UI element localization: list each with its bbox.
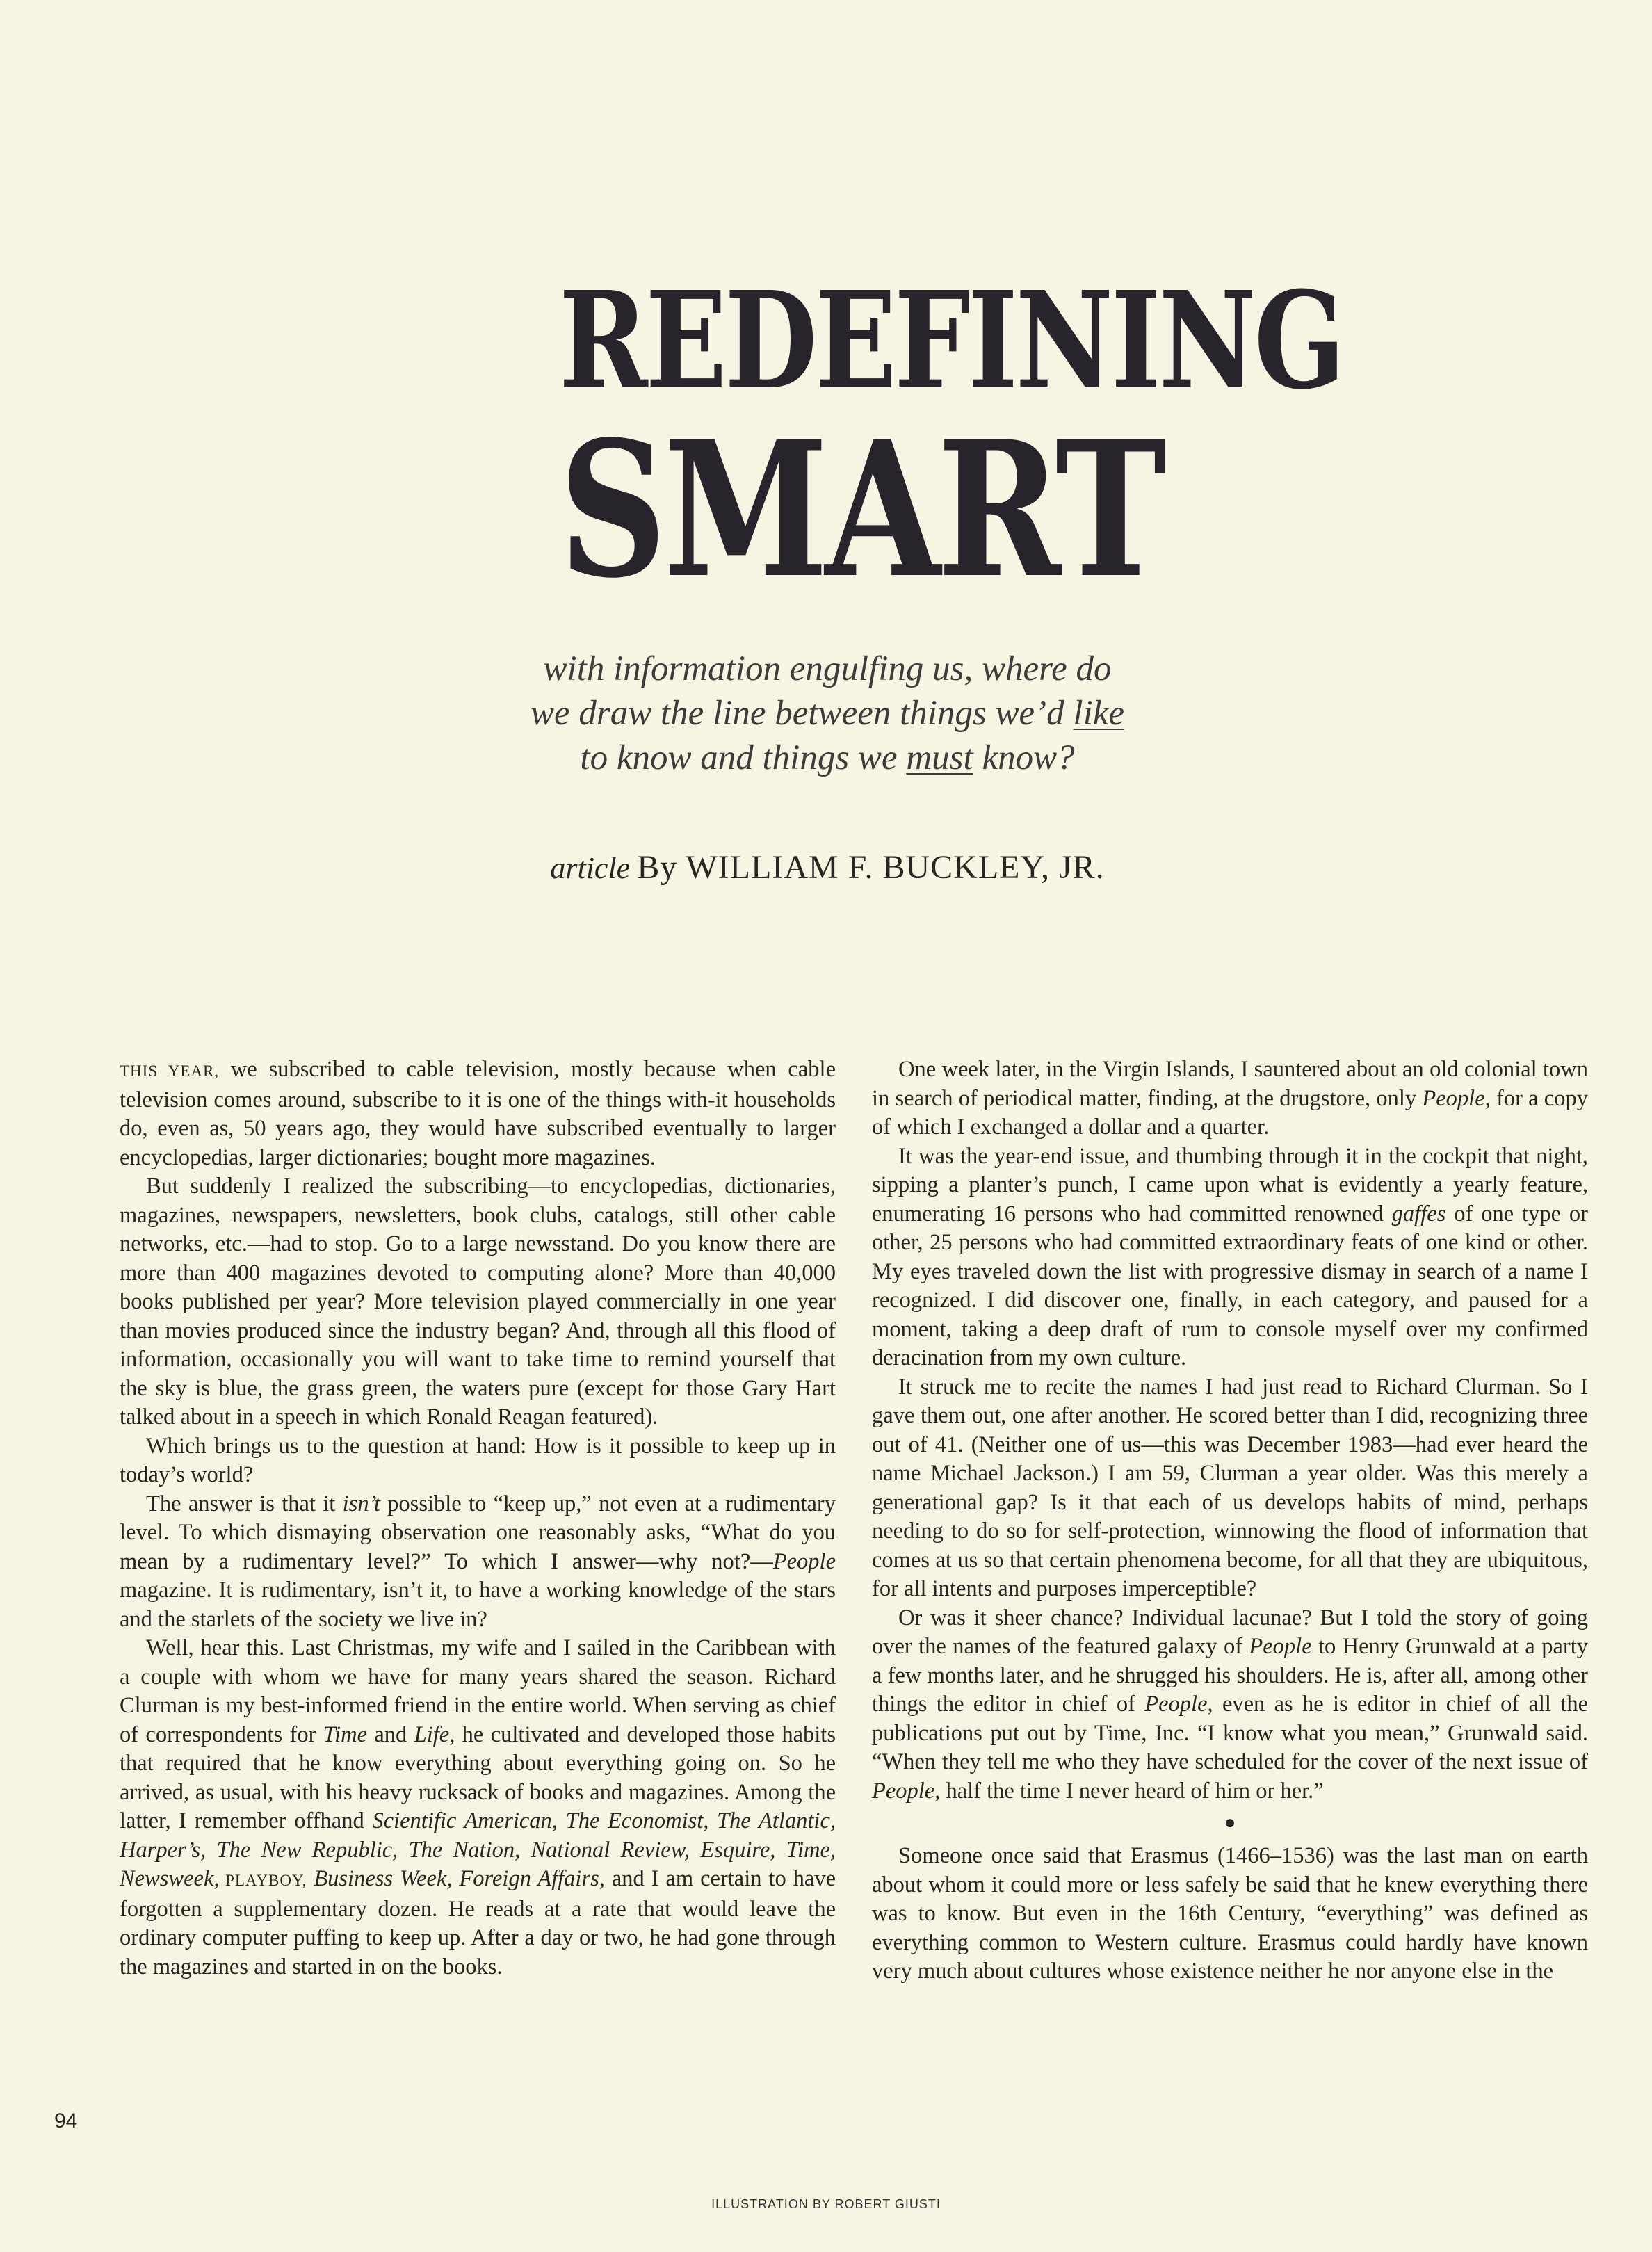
emphasis: isn’t (342, 1491, 380, 1516)
paragraph-text: One week later, in the Virgin Islands, I sauntered about an old colonial town in search of periodical matter, finding, at the drugstore, only (872, 1057, 1588, 1111)
body-column-left (120, 1055, 836, 1982)
paragraph (872, 1604, 1588, 1806)
magazine-title: People (1422, 1085, 1485, 1111)
paragraph: Which brings us to the question at hand: How is it possible to keep up in today’s world? (120, 1433, 836, 1487)
paragraph-text: , for a copy of which I exchanged a dollar and a quarter. (872, 1085, 1588, 1140)
paragraph-text: Well, hear this. Last Christmas, my wife and I sailed in the Caribbean with a couple with whom we have for many years shared the season. Richard Clurman is my best-informed friend in the entire world. When serving as chief of correspondents for (120, 1635, 836, 1747)
subheadline (417, 647, 1238, 780)
paragraph (872, 1142, 1588, 1373)
paragraph-text: Or was it sheer chance? Individual lacunae? But I told the story of going over the names of the featured galaxy of (872, 1605, 1588, 1659)
paragraph (120, 1055, 836, 1172)
paragraph: It struck me to recite the names I had just read to Richard Clurman. So I gave them out, one after another. He scored better than I did, recognizing three out of 41. (Neither one of us—this was December 1983—had ever heard the name Michael Jackson.) I am 59, Clurman a year older. Was this merely a generational gap? Is it that each of us develops habits of mind, perhaps needing to do so for self-protection, winnowing the flood of information that comes at us so that certain phenomena become, for all that they are ubiquitous, for all intents and purposes imperceptible? (872, 1374, 1588, 1601)
paragraph: Someone once said that Erasmus (1466–1536) was the last man on earth about whom it could more or less safely be said that he knew everything there was to know. But even in the 16th Century, “everything” was defined as everything common to Western culture. Erasmus could hardly have known very much about cultures whose existence neither he nor anyone else in the (872, 1843, 1588, 1984)
magazine-title: Life (414, 1722, 450, 1747)
subheadline-text: know? (973, 738, 1075, 777)
magazine-title: People (872, 1778, 935, 1804)
paragraph-text: to Henry Grunwald at a party a few months later, and he shrugged his shoulders. He is, after all, among other things the editor in chief of (872, 1634, 1589, 1717)
paragraph (120, 1490, 836, 1635)
byline-lead: article (550, 851, 631, 885)
magazine-title: People (772, 1548, 836, 1574)
paragraph: But suddenly I realized the subscribing—to encyclopedias, dictionaries, magazines, newspapers, newsletters, book clubs, catalogs, still other cable networks, etc.—had to stop. Go to a large newsstand. Do you know there are more than 400 magazines devoted to computing alone? More than 40,000 books published per year? More television played commercially in one year than movies produced since the industry began? And, through all this flood of information, occasionally you will want to take time to remind yourself that the sky is blue, the grass green, the waters pure (except for those Gary Hart talked about in a speech in which Ronald Reagan featured). (120, 1174, 836, 1429)
magazine-title: Time (323, 1722, 367, 1747)
subheadline-underlined-word: like (1073, 694, 1125, 733)
paragraph-text: It was the year-end issue, and thumbing through it in the cockpit that night, sipping a planter’s punch, I came upon what is evidently a yearly feature, enumerating 16 persons who had committed renowned (872, 1143, 1588, 1226)
magazine-title: People (1144, 1692, 1208, 1717)
paragraph-text: , half the time I never heard of him or her.” (934, 1778, 1324, 1804)
magazine-list: Scientific American, The Economist, The Atlantic, Harper’s, The New Republic, The Nation, National Review, Esquire, Time, Newsweek, (120, 1808, 836, 1891)
byline-author: By WILLIAM F. BUCKLEY, JR. (637, 849, 1105, 886)
paragraph-text: we subscribed to cable television, mostly because when cable television comes around, subscribe to it is one of the things with-it households do, even as, 50 years ago, they would have subscribed eventually to larger encyclopedias, larger dictionaries; bought more magazines. (120, 1057, 836, 1170)
paragraph (120, 1634, 836, 1982)
paragraph-text: magazine. It is rudimentary, isn’t it, to have a working knowledge of the stars and the starlets of the society we live in? (120, 1578, 836, 1632)
paragraph-text: The answer is that it (146, 1491, 343, 1516)
paragraph-text: , even as he is editor in chief of all the publications put out by Time, Inc. “I know what you mean,” Grunwald said. “When they tell me who they have scheduled for the cover of the next issue of (872, 1692, 1589, 1774)
page-number: 94 (54, 2109, 78, 2132)
illustration-credit: ILLUSTRATION BY ROBERT GIUSTI (711, 2197, 941, 2211)
subheadline-text: we draw the line between things we’d (530, 694, 1074, 733)
byline (417, 848, 1238, 886)
lead-in: THIS YEAR, (120, 1062, 220, 1080)
magazine-list: Business Week, Foreign Affairs, (307, 1866, 605, 1891)
paragraph (872, 1055, 1588, 1142)
magazine-title: People (1249, 1634, 1312, 1659)
body-column-right (872, 1055, 1588, 1986)
subheadline-text: to know and things we (580, 738, 907, 777)
headline-line-1: REDEFINING (559, 263, 1343, 419)
subheadline-line-3 (417, 736, 1238, 780)
magazine-title-smallcaps: PLAYBOY, (219, 1872, 307, 1889)
paragraph-text: , he cultivated and developed those habits that required that he know everything about everything going on. So he arrived, as usual, with his heavy rucksack of books and magazines. Among the latter, I remember offhand (120, 1722, 836, 1833)
paragraph-text: and I am certain to have forgotten a supplementary dozen. He reads at a rate that would leave the ordinary computer puffing to keep up. After a day or two, he had gone through the magazines and started in on the books. (120, 1866, 836, 1979)
section-break-bullet: ● (1224, 1812, 1236, 1833)
headline-line-2: SMART (559, 400, 1163, 619)
subheadline-line-1: with information engulfing us, where do (543, 649, 1112, 688)
paragraph-text: and (367, 1722, 414, 1747)
paragraph-text: of one type or other, 25 persons who had committed extraordinary feats of one kind or other. My eyes traveled down the list with progressive dismay in search of a name I recognized. I did discover one, finally, in each category, and paused for a moment, taking a deep draft of rum to console myself over my confirmed deracination from my own culture. (872, 1201, 1588, 1370)
paragraph-text: possible to “keep up,” not even at a rudimentary level. To which dismaying observation one reasonably asks, “What do you mean by a rudimentary level?” To which I answer—why not?— (120, 1491, 836, 1574)
subheadline-underlined-word: must (906, 738, 973, 777)
subheadline-line-2 (417, 691, 1238, 736)
emphasis: gaffes (1391, 1201, 1446, 1226)
